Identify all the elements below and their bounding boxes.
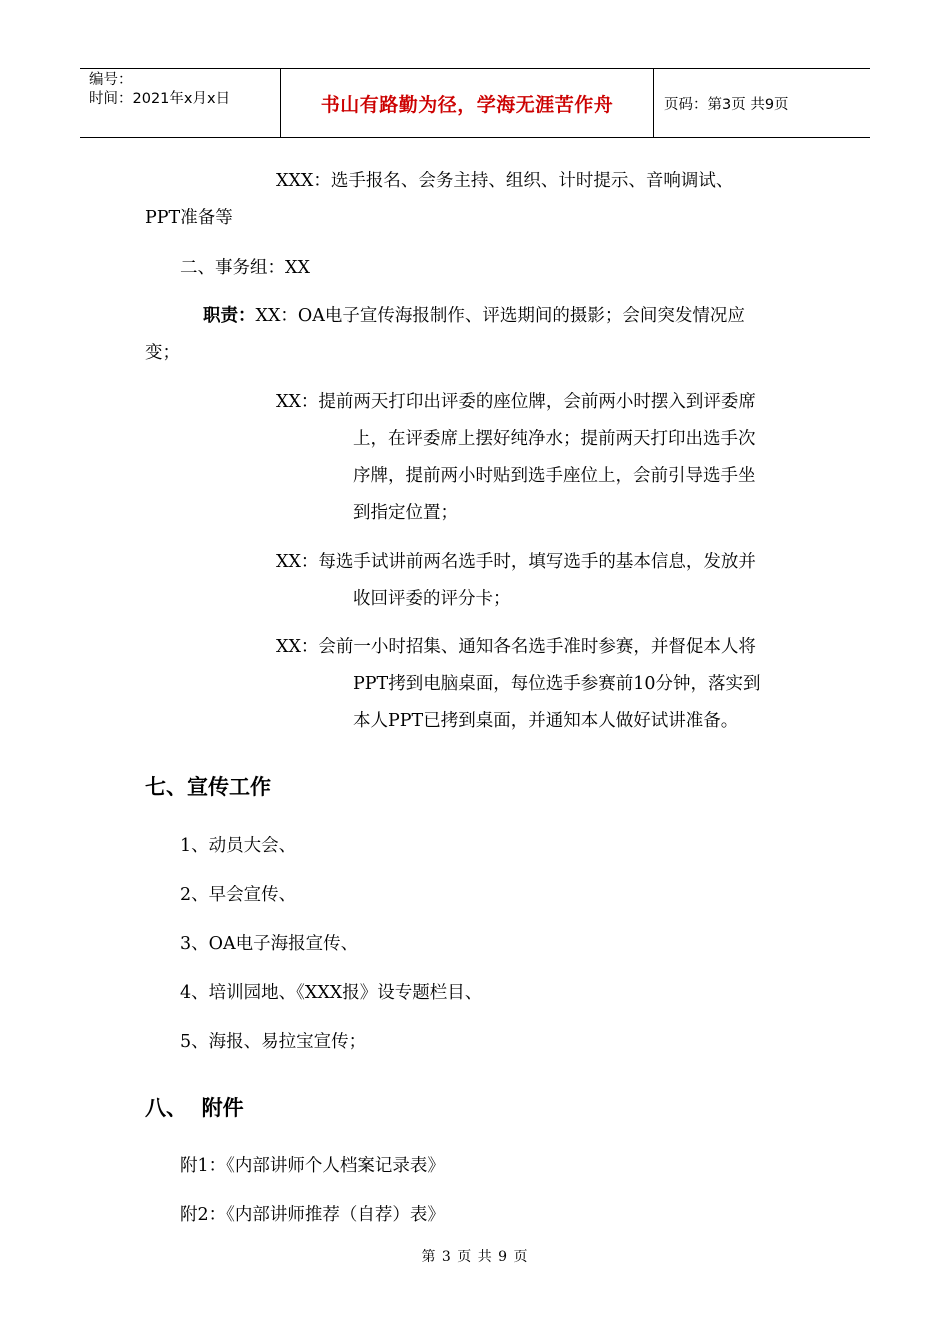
- attachment-item: 附2：《内部讲师推荐（自荐）表》: [180, 1205, 445, 1225]
- duty-label: 职责：: [203, 306, 256, 326]
- task-1-line-4: 到指定位置；: [353, 503, 458, 523]
- header-motto-cell: [281, 69, 654, 137]
- time-label: 时间：2021年x月x日: [89, 91, 231, 107]
- section-7-item: 5、海报、易拉宝宣传；: [180, 1032, 367, 1052]
- section-7-item: 1、动员大会、: [180, 836, 297, 856]
- header-page-info: 页码：第3页 共9页: [664, 96, 789, 113]
- task-2-line-1: XX：每选手试讲前两名选手时，填写选手的基本信息，发放并: [276, 552, 756, 572]
- task-3-line-2: PPT拷到电脑桌面，每位选手参赛前10分钟，落实到: [353, 674, 761, 694]
- duty-paragraph-line-1: [203, 305, 745, 327]
- section-8-title: 八、 附件: [145, 1096, 244, 1120]
- task-2-line-2: 收回评委的评分卡；: [353, 589, 511, 609]
- affairs-group-heading: 二、事务组：XX: [180, 258, 310, 278]
- duty-text: XX：OA电子宣传海报制作、评选期间的摄影；会间突发情况应: [255, 306, 745, 326]
- task-3-line-1: XX：会前一小时招集、通知各名选手准时参赛，并督促本人将: [276, 637, 756, 657]
- section-7-item: 3、OA电子海报宣传、: [180, 934, 359, 954]
- task-1-line-3: 序牌，提前两小时贴到选手座位上，会前引导选手坐: [353, 466, 756, 486]
- task-1-line-1: XX：提前两天打印出评委的座位牌，会前两小时摆入到评委席: [276, 392, 756, 412]
- task-1-line-2: 上，在评委席上摆好纯净水；提前两天打印出选手次: [353, 429, 756, 449]
- page-footer: 第 3 页 共 9 页: [421, 1249, 529, 1265]
- page-header: [80, 68, 870, 138]
- task-3-line-3: 本人PPT已拷到桌面，并通知本人做好试讲准备。: [353, 711, 739, 731]
- section-7-item: 4、培训园地、《XXX报》设专题栏目、: [180, 983, 483, 1003]
- attachment-item: 附1：《内部讲师个人档案记录表》: [180, 1156, 445, 1176]
- section-7-item: 2、早会宣传、: [180, 885, 297, 905]
- xxx-duty-line-1: XXX：选手报名、会务主持、组织、计时提示、音响调试、: [276, 171, 734, 191]
- motto-text: 书山有路勤为径，学海无涯苦作舟: [320, 93, 614, 116]
- header-meta-cell: [80, 69, 281, 137]
- duty-paragraph-line-2: 变；: [145, 343, 180, 363]
- xxx-duty-line-2: PPT准备等: [145, 208, 233, 228]
- section-7-title: 七、宣传工作: [145, 775, 271, 799]
- header-page-cell: [654, 69, 870, 137]
- number-label: 编号：: [89, 72, 133, 88]
